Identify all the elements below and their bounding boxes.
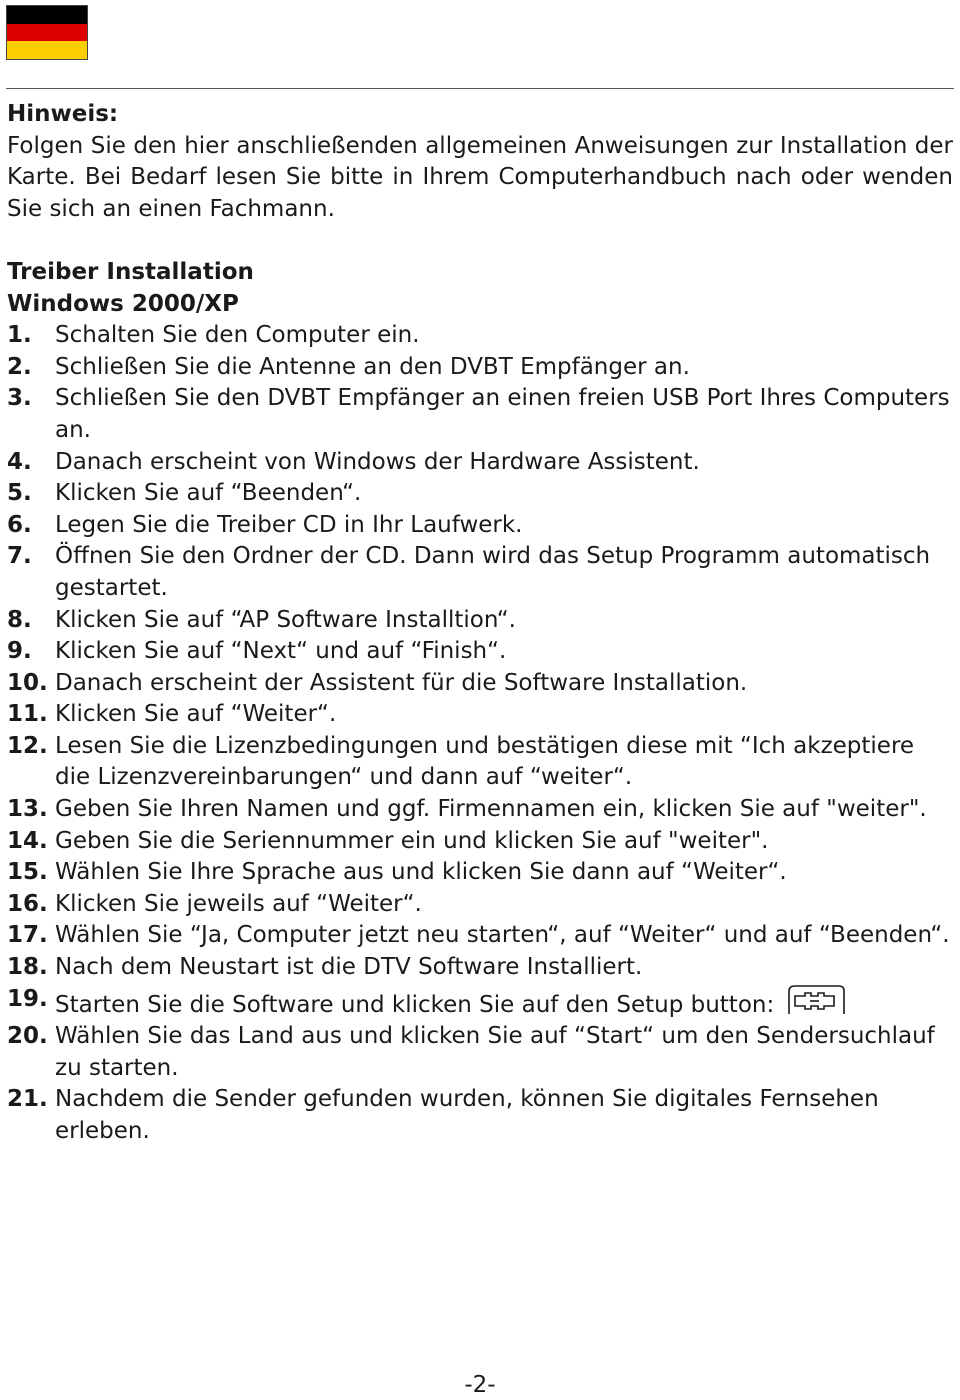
step-text: Danach erscheint von Windows der Hardware Assistent. [55, 448, 700, 475]
step-text: Lesen Sie die Lizenzbedingungen und bestätigen diese mit “Ich akzeptiere die Lizenzvereinbarungen“ und dann auf “weiter“. [55, 732, 915, 791]
document-body [7, 99, 953, 1148]
step-number: 2. [7, 353, 32, 380]
step-text: Nach dem Neustart ist die DTV Software Installiert. [55, 954, 643, 981]
step-text: Schalten Sie den Computer ein. [55, 322, 420, 349]
list-item [7, 478, 953, 510]
flag-stripe-black [7, 6, 87, 24]
step-text: Wählen Sie Ihre Sprache aus und klicken Sie dann auf “Weiter“. [55, 859, 787, 886]
step-text: Legen Sie die Treiber CD in Ihr Laufwerk. [55, 511, 523, 538]
note-text: Folgen Sie den hier anschließenden allgemeinen Anweisungen zur Installation der Karte. Bei Bedarf lesen Sie bitte in Ihrem Computerhandbuch nach oder wenden Sie sich an einen Fachmann. [7, 132, 953, 222]
header-divider [6, 88, 954, 89]
step-number: 5. [7, 480, 32, 507]
note-heading: Hinweis: [7, 101, 119, 127]
step-number: 12. [7, 732, 48, 759]
list-item [7, 794, 953, 826]
list-item [7, 636, 953, 668]
list-item [7, 889, 953, 921]
list-item [7, 668, 953, 700]
list-item [7, 541, 953, 604]
list-item [7, 352, 953, 384]
step-text: Nachdem die Sender gefunden wurden, können Sie digitales Fernsehen erleben. [55, 1086, 879, 1144]
step-number: 19. [7, 985, 48, 1012]
spacer [7, 225, 953, 257]
step-number: 8. [7, 606, 32, 633]
list-item [7, 1084, 953, 1147]
step-text: Klicken Sie auf “Next“ und auf “Finish“. [55, 638, 507, 665]
step-text: Geben Sie die Seriennummer ein und klicken Sie auf "weiter". [55, 827, 769, 854]
list-item [7, 320, 953, 352]
installation-steps-list [7, 320, 953, 1147]
step-number: 18. [7, 954, 48, 981]
step-text: Schließen Sie die Antenne an den DVBT Empfänger an. [55, 353, 690, 380]
step-number: 14. [7, 827, 48, 854]
germany-flag-icon [6, 5, 88, 60]
step-text: Danach erscheint der Assistent für die Software Installation. [55, 669, 748, 696]
section-title: Treiber Installation [7, 258, 254, 285]
step-text: Starten Sie die Software und klicken Sie auf den Setup button: [55, 991, 775, 1018]
list-item [7, 383, 953, 446]
step-number: 1. [7, 322, 32, 349]
step-number: 11. [7, 701, 48, 728]
list-item [7, 857, 953, 889]
list-item [7, 920, 953, 952]
step-number: 21. [7, 1086, 48, 1113]
step-text: Wählen Sie “Ja, Computer jetzt neu starten“, auf “Weiter“ und auf “Beenden“. [55, 922, 950, 949]
step-text: Klicken Sie jeweils auf “Weiter“. [55, 890, 422, 917]
flag-stripe-red [7, 24, 87, 42]
step-text: Geben Sie Ihren Namen und ggf. Firmennamen ein, klicken Sie auf "weiter". [55, 796, 927, 823]
list-item [7, 447, 953, 479]
list-item [7, 510, 953, 542]
step-text: Wählen Sie das Land aus und klicken Sie auf “Start“ um den Sendersuchlauf zu starten. [55, 1023, 935, 1081]
step-number: 15. [7, 859, 48, 886]
page-number: -2- [464, 1372, 496, 1398]
list-item [7, 984, 953, 1022]
step-number: 17. [7, 922, 48, 949]
step-number: 20. [7, 1023, 48, 1050]
step-number: 13. [7, 796, 48, 823]
step-number: 6. [7, 511, 32, 538]
step-number: 4. [7, 448, 32, 475]
flag-stripe-gold [7, 41, 87, 59]
step-text: Öffnen Sie den Ordner der CD. Dann wird das Setup Programm automatisch gestartet. [55, 543, 931, 601]
step-number: 9. [7, 638, 32, 665]
step-text: Klicken Sie auf “Beenden“. [55, 480, 362, 507]
step-number: 3. [7, 385, 32, 412]
list-item [7, 952, 953, 984]
step-text: Klicken Sie auf “AP Software Installtion“. [55, 606, 516, 633]
step-number: 16. [7, 890, 48, 917]
step-text: Schließen Sie den DVBT Empfänger an einen freien USB Port Ihres Computers an. [55, 385, 950, 443]
list-item [7, 826, 953, 858]
step-text: Klicken Sie auf “Weiter“. [55, 701, 337, 728]
section-subtitle: Windows 2000/XP [7, 290, 239, 317]
setup-button-icon [784, 984, 846, 1016]
list-item [7, 731, 953, 794]
list-item [7, 699, 953, 731]
list-item [7, 605, 953, 637]
step-number: 10. [7, 669, 48, 696]
step-number: 7. [7, 543, 32, 570]
list-item [7, 1021, 953, 1084]
